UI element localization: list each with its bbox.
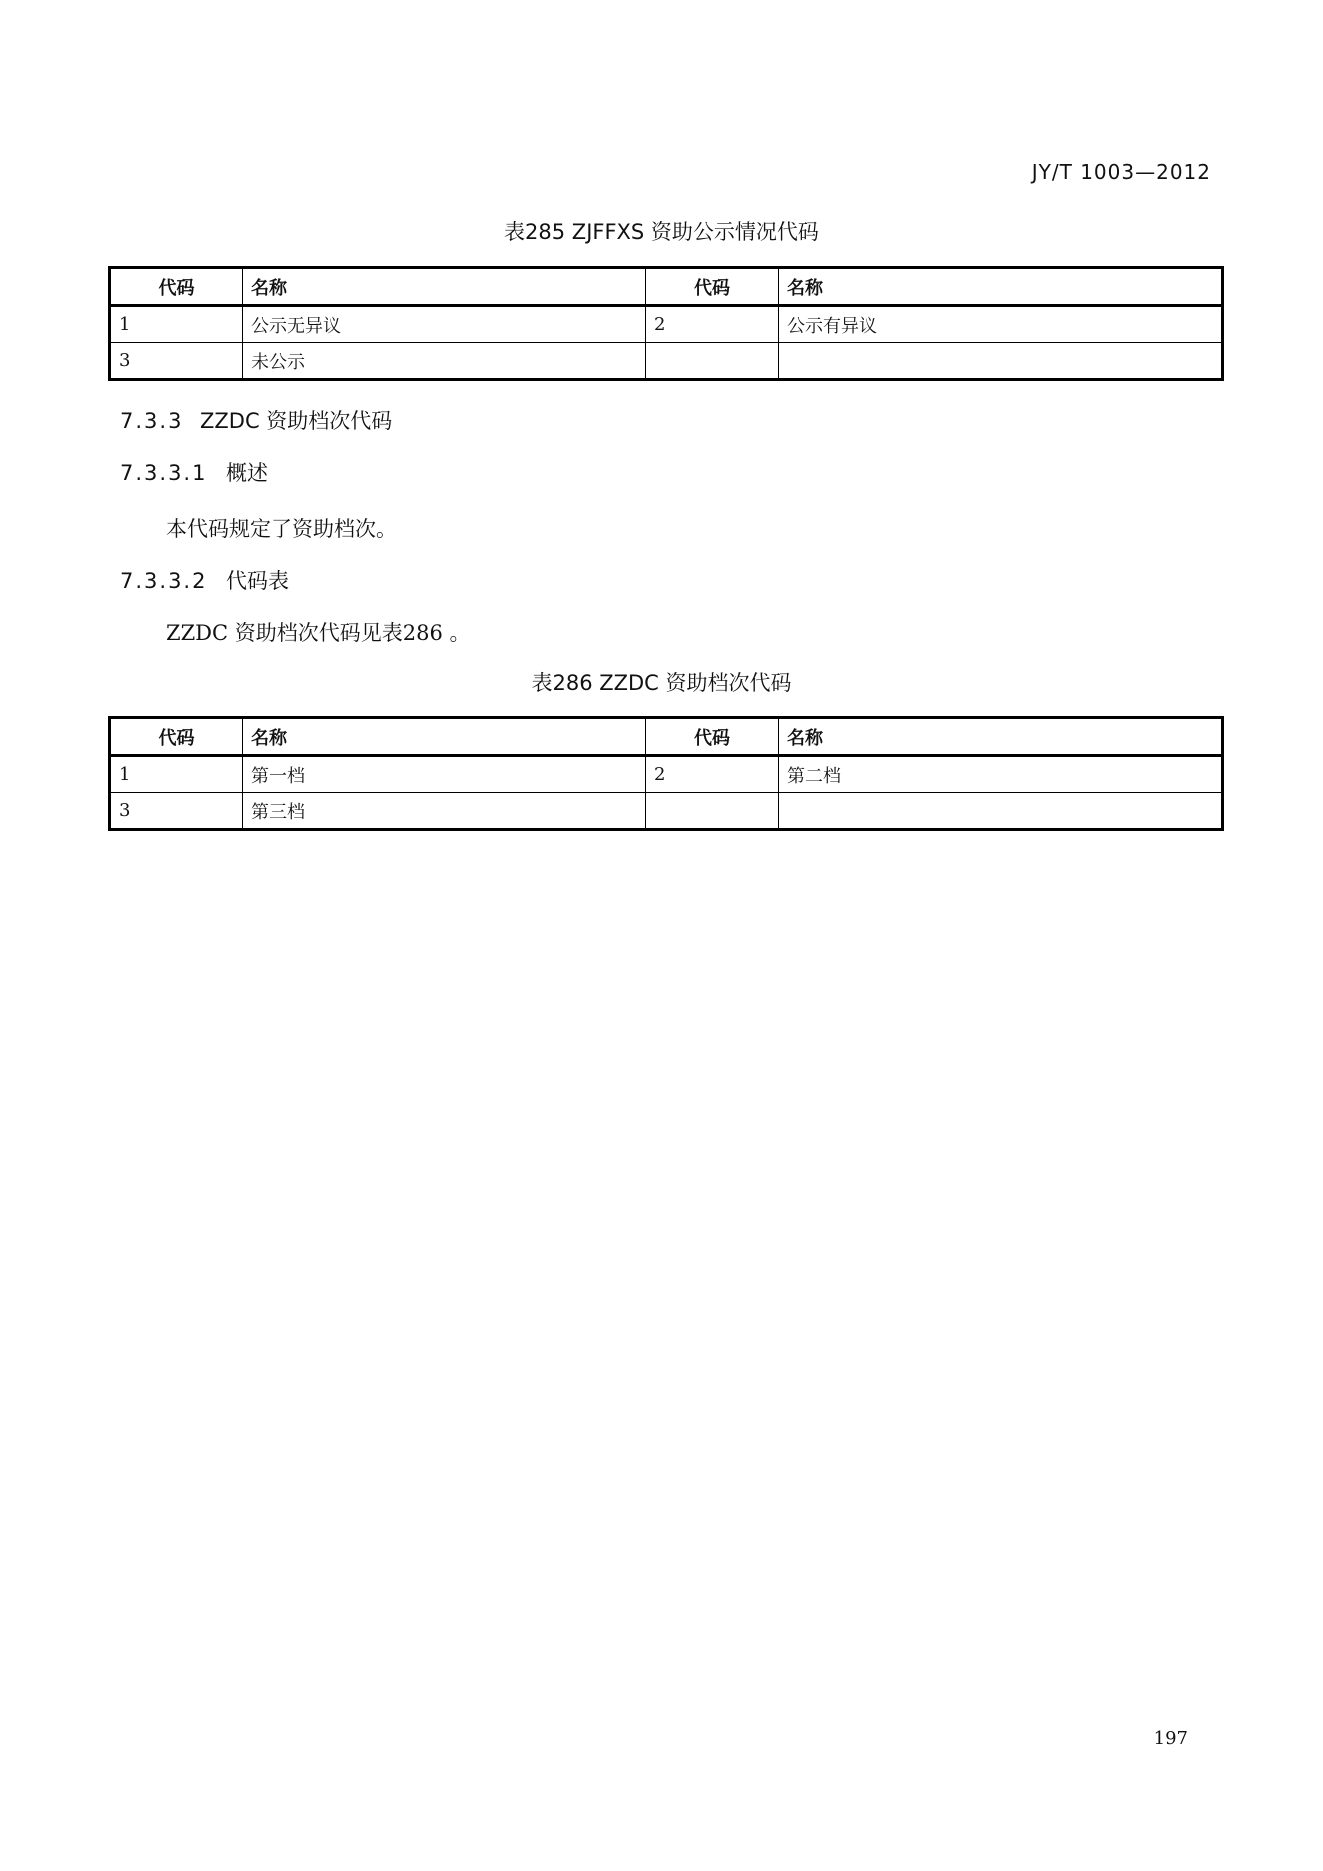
table-cell: 第一档 xyxy=(243,756,646,793)
section-heading-7-3-3-1 xyxy=(120,457,268,487)
section-heading-7-3-3 xyxy=(120,405,392,435)
code-table-paragraph: ZZDC 资助档次代码见表286 。 xyxy=(166,621,471,645)
column-header-name: 名称 xyxy=(243,718,646,756)
section-title: ZZDC 资助档次代码 xyxy=(200,409,393,433)
table-cell: 2 xyxy=(646,306,779,343)
table-cell: 第三档 xyxy=(243,793,646,830)
table-row xyxy=(110,343,1223,380)
table-cell: 未公示 xyxy=(243,343,646,380)
table-header-row xyxy=(110,718,1223,756)
column-header-name: 名称 xyxy=(779,268,1223,306)
standard-code: JY/T 1003—2012 xyxy=(1031,160,1211,184)
table-cell: 公示无异议 xyxy=(243,306,646,343)
table-cell xyxy=(646,793,779,830)
table-cell: 3 xyxy=(110,343,243,380)
table-cell xyxy=(646,343,779,380)
column-header-code: 代码 xyxy=(110,718,243,756)
table-row xyxy=(110,793,1223,830)
section-title: 代码表 xyxy=(226,569,289,593)
section-number: 7.3.3.1 xyxy=(120,461,208,485)
section-title: 概述 xyxy=(226,461,268,485)
section-number: 7.3.3 xyxy=(120,409,184,433)
table-cell: 公示有异议 xyxy=(779,306,1223,343)
table-header-row xyxy=(110,268,1223,306)
overview-paragraph: 本代码规定了资助档次。 xyxy=(166,517,397,541)
section-number: 7.3.3.2 xyxy=(120,569,208,593)
table-cell xyxy=(779,343,1223,380)
page-number: 197 xyxy=(1153,1728,1188,1749)
table-row xyxy=(110,306,1223,343)
table-cell: 1 xyxy=(110,306,243,343)
table-286 xyxy=(108,716,1224,831)
column-header-code: 代码 xyxy=(646,718,779,756)
table-row xyxy=(110,756,1223,793)
column-header-code: 代码 xyxy=(646,268,779,306)
section-heading-7-3-3-2 xyxy=(120,565,289,595)
table-285 xyxy=(108,266,1224,381)
column-header-name: 名称 xyxy=(779,718,1223,756)
table-cell xyxy=(779,793,1223,830)
column-header-name: 名称 xyxy=(243,268,646,306)
table-cell: 2 xyxy=(646,756,779,793)
table-cell: 3 xyxy=(110,793,243,830)
table-cell: 第二档 xyxy=(779,756,1223,793)
column-header-code: 代码 xyxy=(110,268,243,306)
table-286-caption: 表286 ZZDC 资助档次代码 xyxy=(531,671,792,695)
table-285-caption: 表285 ZJFFXS 资助公示情况代码 xyxy=(504,220,819,244)
table-cell: 1 xyxy=(110,756,243,793)
